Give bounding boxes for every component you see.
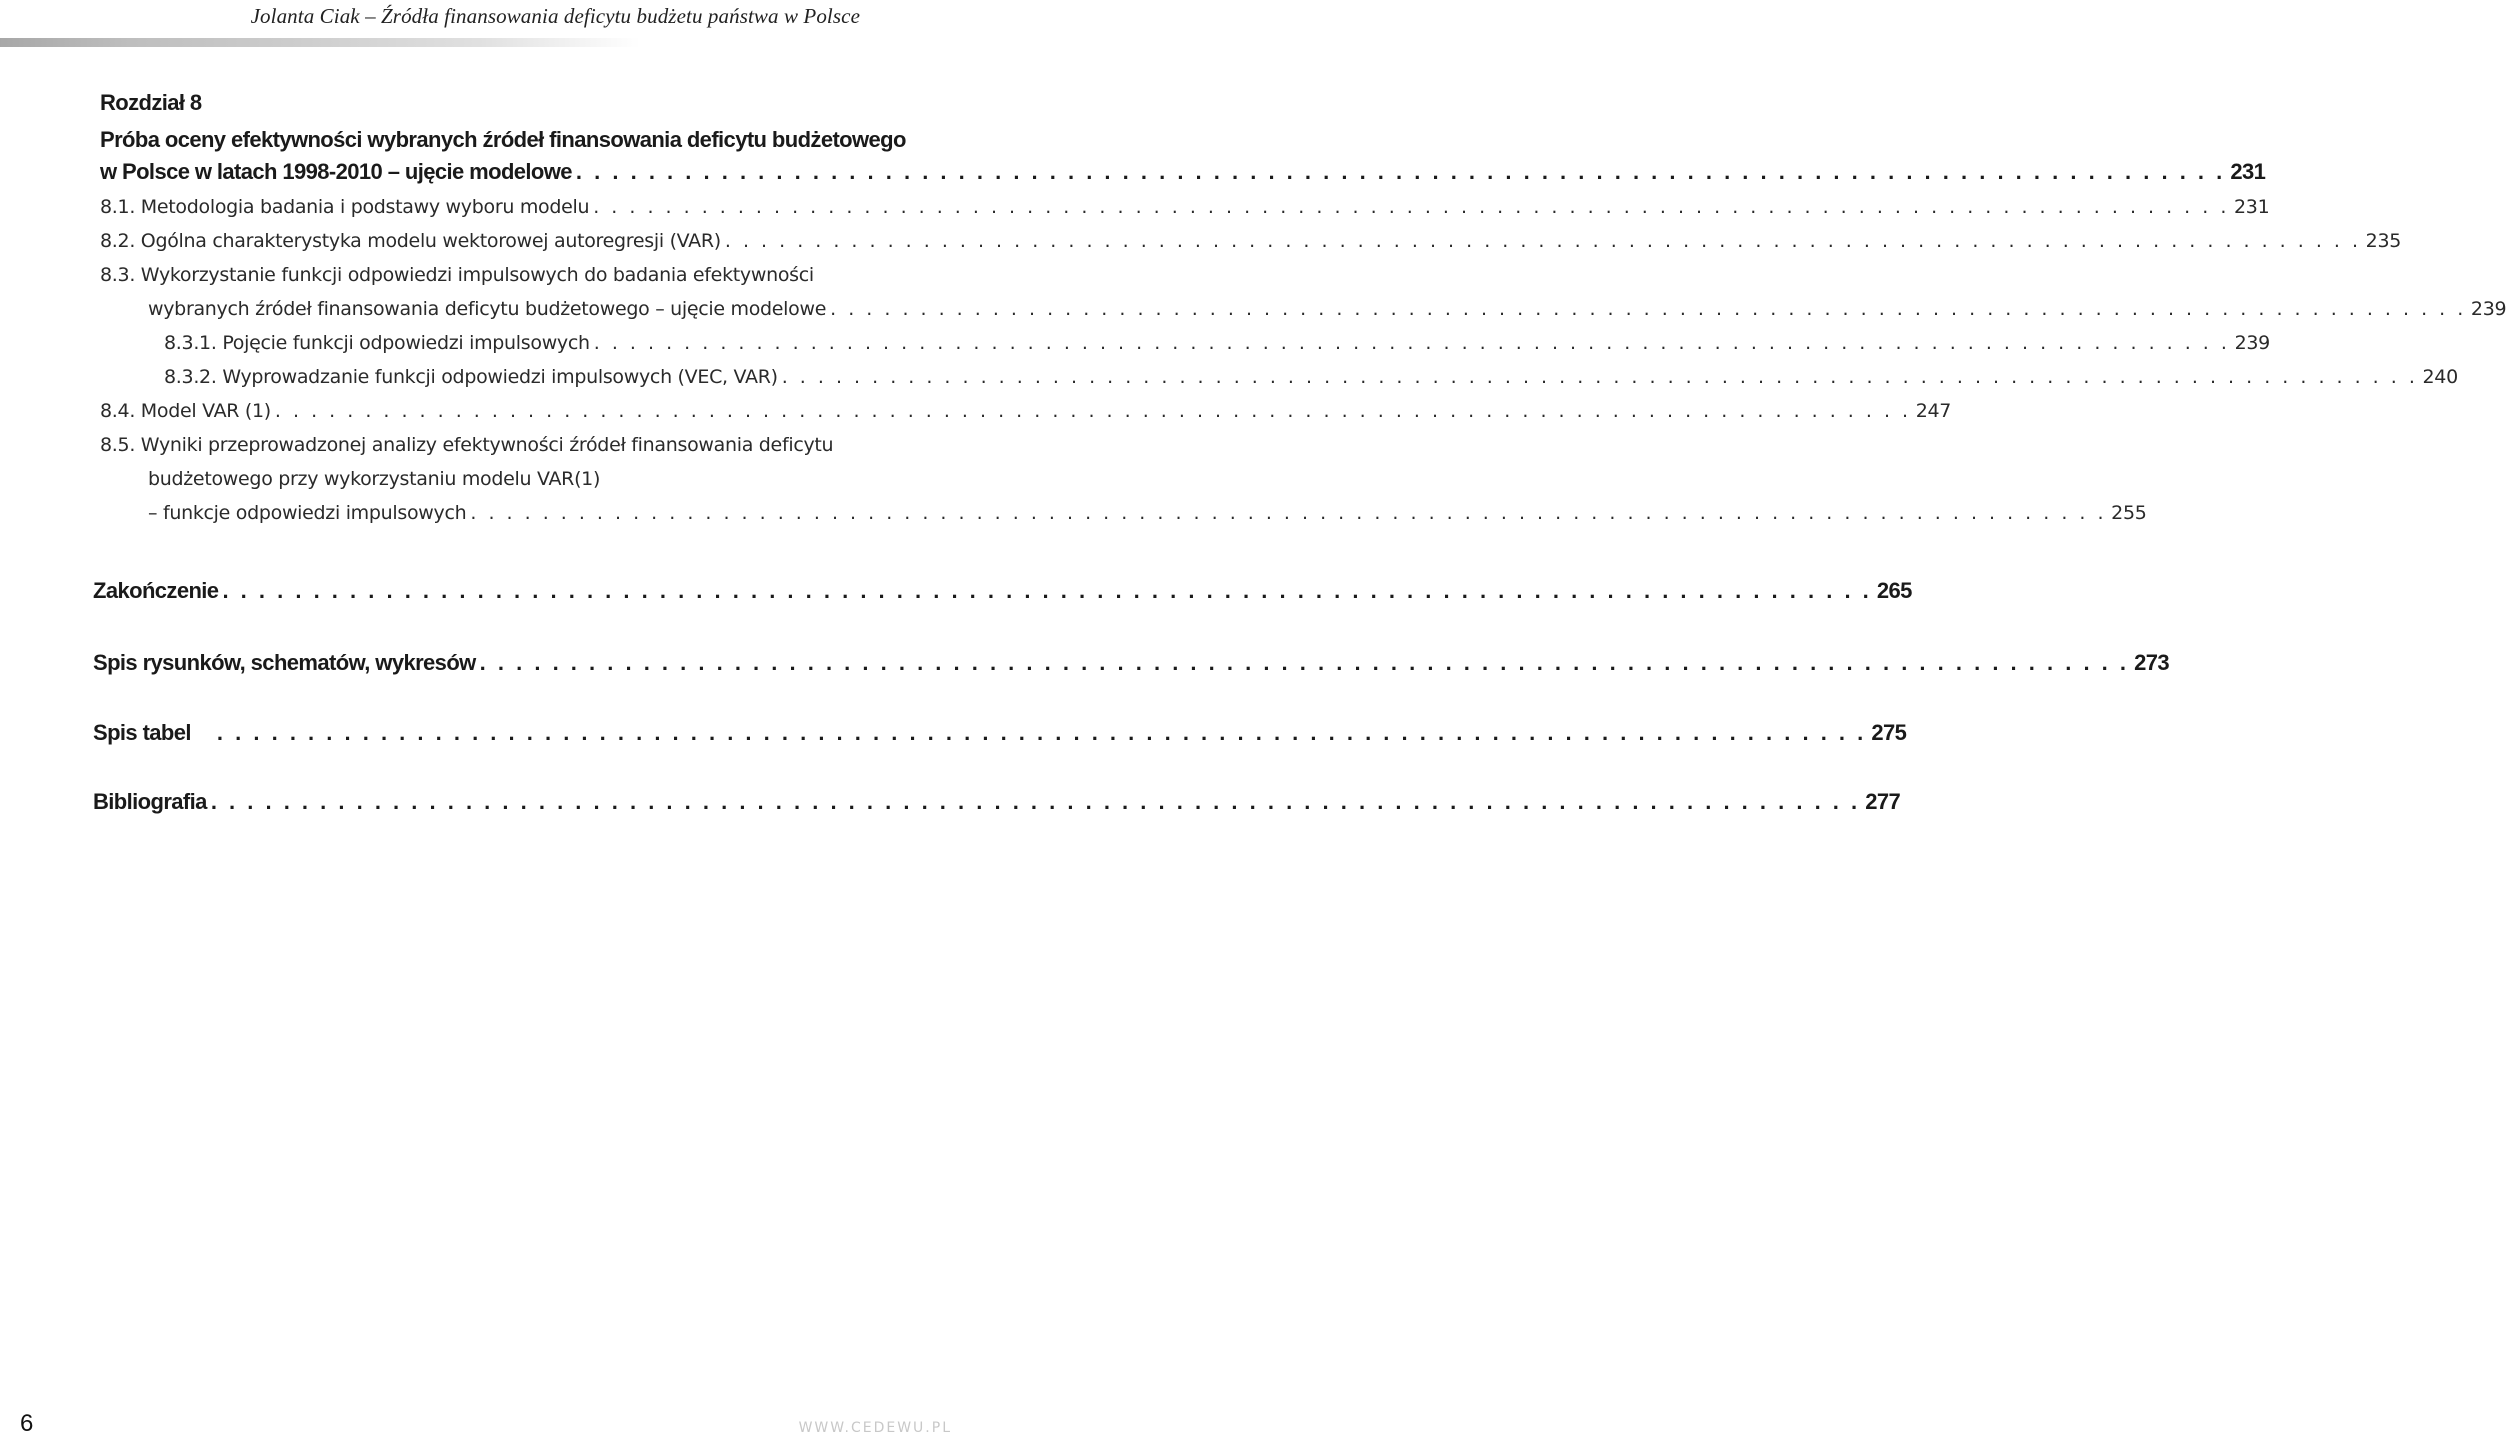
page-number: 275 — [1871, 720, 1907, 745]
entry-title: – funkcje odpowiedzi impulsowych — [148, 502, 467, 524]
dot-leader: . . . . . . . . . . . . . . . . . . . . . . . . . . . . . . . . . . . . . . . . . . . . . . . . . . . . . . . . . . . . . . . . . . . . . . . . . . . . . . . . . . . . . . . . . . . — [724, 230, 2362, 252]
entry-title: 8.2. Ogólna charakterystyka modelu wektorowej autoregresji (VAR) — [100, 230, 721, 252]
entry-title: 8.4. Model VAR (1) — [100, 400, 271, 422]
toc-entry-8-5[interactable] — [100, 496, 2147, 530]
dot-leader: . . . . . . . . . . . . . . . . . . . . . . . . . . . . . . . . . . . . . . . . . . . . . . . . . . . . . . . . . . . . . . . . . . . . . . . . . . . . . . . . . . . . . . . . . . . — [274, 400, 1912, 422]
dot-leader: . . . . . . . . . . . . . . . . . . . . . . . . . . . . . . . . . . . . . . . . . . . . . . . . . . . . . . . . . . . . . . . . . . . . . . . . . . . . . . . . . . . . . . . . . . . — [781, 366, 2418, 388]
entry-title: Bibliografia — [93, 789, 207, 814]
toc-entry-8-4[interactable] — [100, 394, 1952, 428]
toc-entry-8-2[interactable] — [100, 224, 2402, 258]
toc-entry-zakonczenie[interactable] — [93, 578, 1912, 604]
page-number: 235 — [2365, 230, 2402, 252]
dot-leader: . . . . . . . . . . . . . . . . . . . . . . . . . . . . . . . . . . . . . . . . . . . . . . . . . . . . . . . . . . . . . . . . . . . . . . . . . . . . . . . . . . . . . . . . . . . — [210, 789, 1861, 814]
page-number-footer: 6 — [20, 1410, 34, 1437]
scan-artifact-bar — [0, 38, 640, 47]
running-header: Jolanta Ciak – Źródła finansowania deficytu budżetu państwa w Polsce — [250, 4, 860, 28]
entry-title: 8.1. Metodologia badania i podstawy wyboru modelu — [100, 196, 590, 218]
publisher-watermark: WWW.CEDEWU.PL — [798, 1420, 952, 1436]
table-of-contents — [100, 86, 2506, 530]
entry-title: Spis tabel — [93, 720, 191, 745]
chapter-title-line-1: Próba oceny efektywności wybranych źródeł finansowania deficytu budżetowego — [100, 127, 906, 152]
toc-entry-bibliografia[interactable] — [93, 789, 1901, 815]
toc-entry-8-3-1[interactable] — [100, 326, 2270, 360]
page-number: 277 — [1865, 789, 1901, 814]
entry-title: 8.3.2. Wyprowadzanie funkcji odpowiedzi impulsowych (VEC, VAR) — [164, 366, 778, 388]
toc-entry-chapter-8[interactable] — [100, 156, 2266, 188]
toc-entry-8-1[interactable] — [100, 190, 2270, 224]
entry-title: Zakończenie — [93, 578, 219, 603]
toc-entry-8-3-line-1: 8.3. Wykorzystanie funkcji odpowiedzi impulsowych do badania efektywności — [100, 264, 814, 286]
page-number: 239 — [2234, 332, 2270, 354]
page-number: 247 — [1915, 400, 1952, 422]
entry-title: Spis rysunków, schematów, wykresów — [93, 650, 476, 675]
page-number: 231 — [2234, 196, 2270, 218]
dot-leader: . . . . . . . . . . . . . . . . . . . . . . . . . . . . . . . . . . . . . . . . . . . . . . . . . . . . . . . . . . . . . . . . . . . . . . . . . . . . . . . . . . . . . . . . . . . — [575, 159, 2226, 184]
page-number: 273 — [2134, 650, 2169, 675]
entry-title: wybranych źródeł finansowania deficytu budżetowego – ujęcie modelowe — [148, 298, 827, 320]
chapter-title-line-2: w Polsce w latach 1998-2010 – ujęcie modelowe — [100, 159, 572, 184]
dot-leader: . . . . . . . . . . . . . . . . . . . . . . . . . . . . . . . . . . . . . . . . . . . . . . . . . . . . . . . . . . . . . . . . . . . . . . . . . . . . . . . . . . . . . . . . . . . — [479, 650, 2129, 675]
chapter-label: Rozdział 8 — [100, 90, 202, 115]
toc-entry-8-5-line-2: budżetowego przy wykorzystaniu modelu VAR(1) — [148, 468, 601, 490]
dot-leader: . . . . . . . . . . . . . . . . . . . . . . . . . . . . . . . . . . . . . . . . . . . . . . . . . . . . . . . . . . . . . . . . . . . . . . . . . . . . . . . . . . . . . . . . . . . — [830, 298, 2467, 320]
toc-entry-spis-rysunkow[interactable] — [93, 650, 2169, 676]
dot-leader: . . . . . . . . . . . . . . . . . . . . . . . . . . . . . . . . . . . . . . . . . . . . . . . . . . . . . . . . . . . . . . . . . . . . . . . . . . . . . . . . . . . . . . . . . . . — [216, 720, 1867, 745]
toc-entry-8-3[interactable] — [100, 292, 2506, 326]
dot-leader: . . . . . . . . . . . . . . . . . . . . . . . . . . . . . . . . . . . . . . . . . . . . . . . . . . . . . . . . . . . . . . . . . . . . . . . . . . . . . . . . . . . . . . . . . . . — [470, 502, 2107, 524]
toc-entry-8-3-2[interactable] — [100, 360, 2458, 394]
page-number: 255 — [2111, 502, 2147, 524]
page-number: 265 — [1876, 578, 1912, 603]
toc-entry-spis-tabel[interactable] — [93, 720, 1907, 746]
toc-entry-8-5-line-1: 8.5. Wyniki przeprowadzonej analizy efektywności źródeł finansowania deficytu — [100, 434, 834, 456]
entry-title: 8.3.1. Pojęcie funkcji odpowiedzi impulsowych — [164, 332, 590, 354]
page-number: 239 — [2470, 298, 2506, 320]
dot-leader: . . . . . . . . . . . . . . . . . . . . . . . . . . . . . . . . . . . . . . . . . . . . . . . . . . . . . . . . . . . . . . . . . . . . . . . . . . . . . . . . . . . . . . . . . . . — [222, 578, 1872, 603]
dot-leader: . . . . . . . . . . . . . . . . . . . . . . . . . . . . . . . . . . . . . . . . . . . . . . . . . . . . . . . . . . . . . . . . . . . . . . . . . . . . . . . . . . . . . . . . . . . — [593, 332, 2230, 354]
dot-leader: . . . . . . . . . . . . . . . . . . . . . . . . . . . . . . . . . . . . . . . . . . . . . . . . . . . . . . . . . . . . . . . . . . . . . . . . . . . . . . . . . . . . . . . . . . . — [593, 196, 2230, 218]
page-number: 231 — [2230, 159, 2266, 184]
page-number: 240 — [2422, 366, 2458, 388]
